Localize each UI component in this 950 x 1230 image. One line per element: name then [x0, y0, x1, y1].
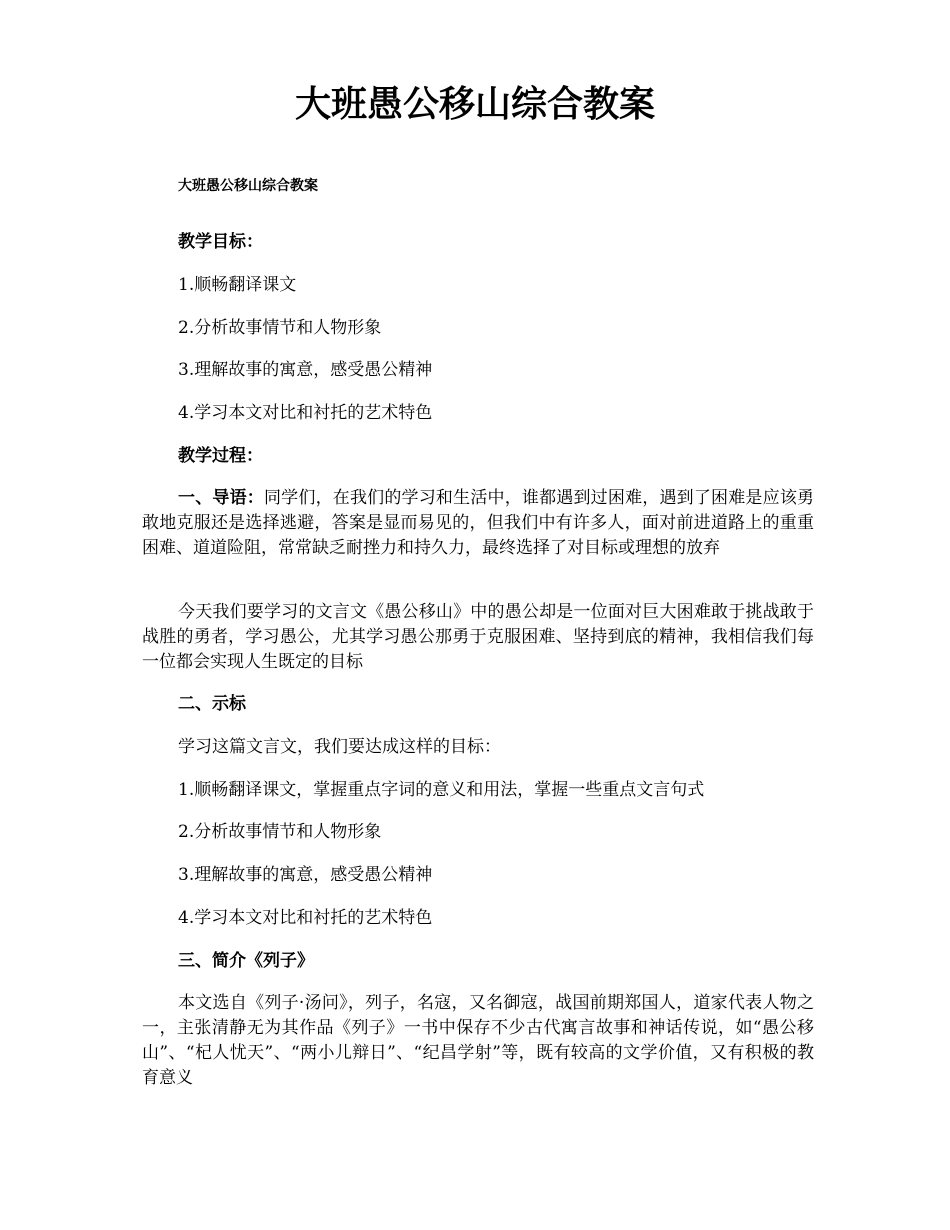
intro-paragraph-2: 今天我们要学习的文言文《愚公移山》中的愚公却是一位面对巨大困难敢于挑战敢于战胜的勇者，学习愚公，尤其学习愚公那勇于克服困难、坚持到底的精神，我相信我们每一位都会实现人生既定的目标	[142, 602, 814, 672]
intro-text: 同学们，在我们的学习和生活中，谁都遇到过困难，遇到了困难是应该勇敢地克服还是选择逃避，答案是显而易见的，但我们中有许多人，面对前进道路上的重重困难、道道险阻，常常缺乏耐挫力和持久力，最终选择了对目标或理想的放弃	[142, 488, 815, 558]
objective-item: 4.学习本文对比和衬托的艺术特色	[178, 403, 433, 423]
target-item: 2.分析故事情节和人物形象	[178, 822, 382, 842]
objectives-heading: 教学目标：	[178, 232, 263, 252]
target-item: 1.顺畅翻译课文，掌握重点字词的意义和用法，掌握一些重点文言句式	[178, 780, 705, 800]
intro-lead: 一、导语：	[178, 488, 264, 508]
section-lead: 学习这篇文言文，我们要达成这样的目标：	[178, 737, 501, 757]
target-item: 4.学习本文对比和衬托的艺术特色	[178, 908, 433, 928]
process-heading: 教学过程：	[178, 446, 263, 466]
section-heading: 二、示标	[178, 694, 246, 714]
intro-paragraph	[142, 486, 814, 561]
document-subtitle: 大班愚公移山综合教案	[178, 178, 318, 194]
objective-item: 1.顺畅翻译课文	[178, 275, 297, 295]
target-item: 3.理解故事的寓意，感受愚公精神	[178, 865, 433, 885]
document-title: 大班愚公移山综合教案	[294, 84, 655, 125]
liezi-paragraph: 本文选自《列子·汤问》，列子，名寇，又名御寇，战国前期郑国人，道家代表人物之一，主张清静无为其作品《列子》一书中保存不少古代寓言故事和神话传说，如“愚公移山”、“杞人忧天”、“两小儿辩日”、“纪昌学射”等，既有较高的文学价值，又有积极的教育意义	[142, 993, 814, 1088]
section-heading: 三、简介《列子》	[178, 951, 314, 971]
objective-item: 3.理解故事的寓意，感受愚公精神	[178, 360, 433, 380]
objective-item: 2.分析故事情节和人物形象	[178, 318, 382, 338]
